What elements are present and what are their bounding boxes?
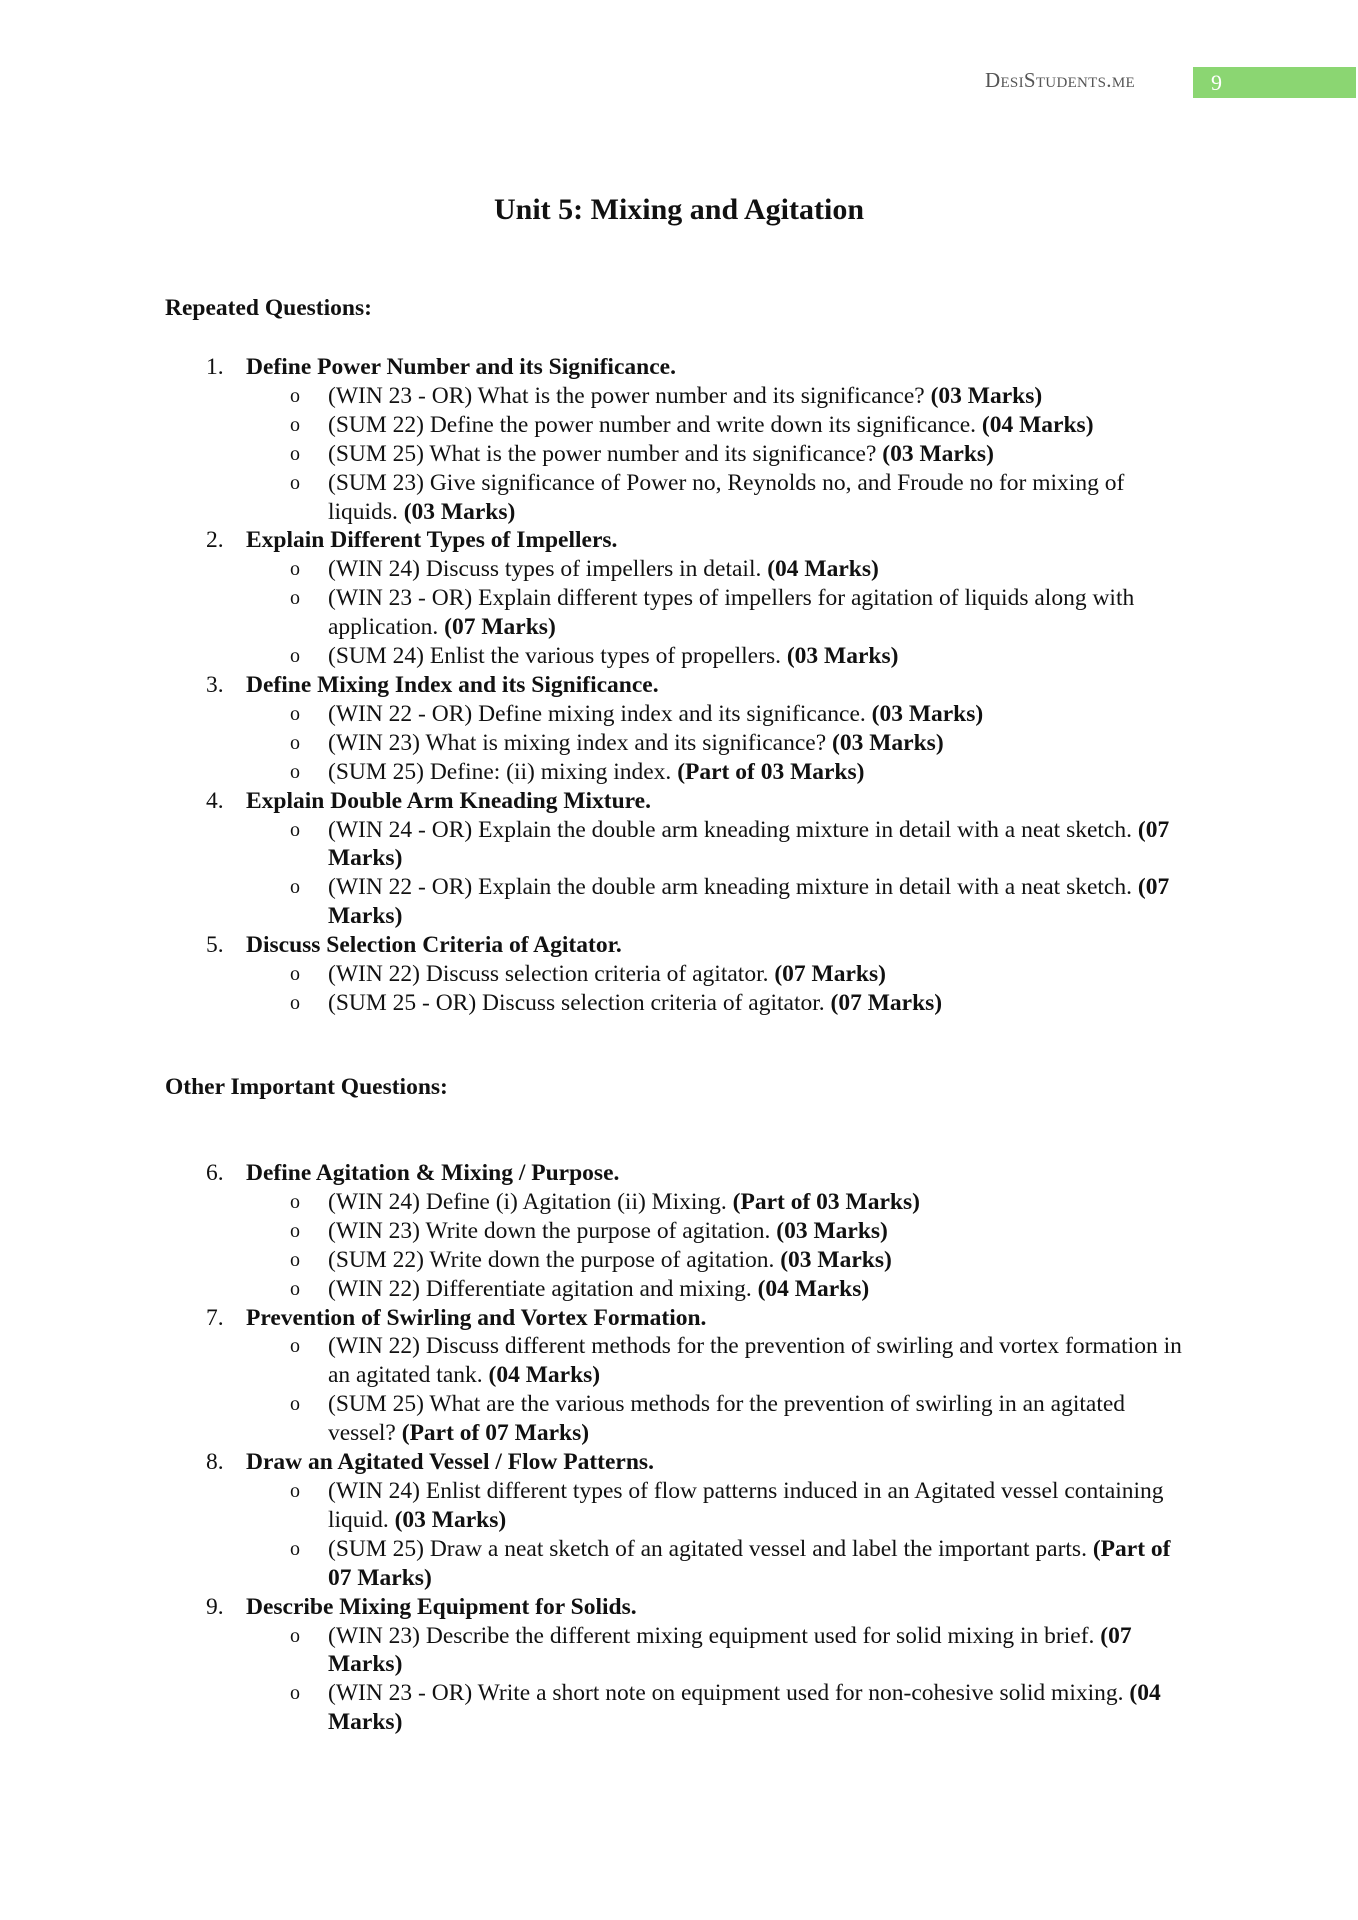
- marks-label: (Part of 03 Marks): [732, 1188, 920, 1215]
- sub-question: [290, 440, 1193, 469]
- page-title: Unit 5: Mixing and Agitation: [493, 193, 865, 226]
- sub-question-text: (SUM 25) What are the various methods for the prevention of swirling in an agitated vessel?: [328, 1391, 1126, 1447]
- bullet-icon: o: [290, 1479, 300, 1502]
- sub-question-text: (WIN 23 - OR) What is the power number and its significance?: [328, 382, 931, 409]
- sub-question-text: (SUM 24) Enlist the various types of propellers.: [328, 643, 787, 670]
- question-item: [206, 671, 1196, 787]
- marks-label: (03 Marks): [394, 1506, 507, 1533]
- marks-label: (03 Marks): [882, 440, 994, 467]
- sub-question-text: (WIN 23) Write down the purpose of agitation.: [328, 1217, 777, 1244]
- sub-question-text: (WIN 22) Discuss different methods for the prevention of swirling and vortex formation in an agitated tank.: [328, 1333, 1182, 1389]
- bullet-icon: o: [290, 558, 300, 581]
- marks-label: (04 Marks): [767, 556, 879, 583]
- question-item: [206, 787, 1196, 932]
- site-name: DesiStudents.me: [985, 68, 1135, 92]
- marks-label: (04 Marks): [488, 1362, 601, 1389]
- sub-question: [290, 1679, 1193, 1737]
- marks-label: (04 Marks): [328, 1680, 1161, 1736]
- bullet-icon: o: [290, 471, 300, 494]
- sub-question-text: (SUM 25) What is the power number and its significance?: [328, 440, 883, 467]
- sub-question: [290, 1332, 1193, 1390]
- question-list-other: [206, 1159, 1196, 1737]
- sub-question: [290, 555, 1193, 584]
- sub-question-text: (SUM 25) Define: (ii) mixing index.: [328, 758, 678, 785]
- sub-question: [290, 960, 1193, 989]
- bullet-icon: o: [290, 1335, 300, 1358]
- marks-label: (03 Marks): [780, 1246, 892, 1273]
- bullet-icon: o: [290, 1682, 300, 1705]
- marks-label: (07 Marks): [328, 874, 1170, 930]
- sub-question: [290, 584, 1193, 642]
- sub-question-text: (SUM 25 - OR) Discuss selection criteria of agitator.: [328, 989, 831, 1016]
- bullet-icon: o: [290, 1624, 300, 1647]
- sub-question: [290, 1622, 1193, 1680]
- question-number: 4.: [206, 787, 224, 814]
- marks-label: (03 Marks): [832, 729, 944, 756]
- sub-question: [290, 411, 1193, 440]
- sub-question: [290, 642, 1193, 671]
- sub-question-text: (SUM 25) Draw a neat sketch of an agitated vessel and label the important parts.: [328, 1535, 1093, 1562]
- sub-question-text: (WIN 22 - OR) Explain the double arm kneading mixture in detail with a neat sketch.: [328, 874, 1138, 901]
- sub-question: [290, 1390, 1193, 1448]
- question-title: Prevention of Swirling and Vortex Formation.: [246, 1304, 707, 1331]
- question-number: 1.: [206, 354, 224, 380]
- marks-label: (04 Marks): [981, 411, 1094, 438]
- question-title: Draw an Agitated Vessel / Flow Patterns.: [246, 1449, 654, 1476]
- marks-label: (Part of 03 Marks): [677, 758, 865, 785]
- question-item: [206, 1448, 1196, 1593]
- marks-label: (Part of 07 Marks): [328, 1535, 1171, 1591]
- question-item: [206, 353, 1196, 526]
- sub-question-text: (WIN 24) Enlist different types of flow patterns induced in an Agitated vessel containing liquid.: [328, 1477, 1164, 1533]
- sub-question: [290, 1477, 1193, 1535]
- sub-question-text: (WIN 24) Define (i) Agitation (ii) Mixing.: [328, 1188, 733, 1215]
- sub-question: [290, 1535, 1193, 1593]
- question-number: 2.: [206, 527, 224, 554]
- marks-label: (03 Marks): [786, 643, 899, 670]
- bullet-icon: o: [290, 1248, 300, 1271]
- bullet-icon: o: [290, 1393, 300, 1416]
- question-item: [206, 1593, 1196, 1738]
- marks-label: (03 Marks): [871, 700, 984, 727]
- sub-question: [290, 758, 1193, 787]
- bullet-icon: o: [290, 818, 300, 841]
- sub-question: [290, 1217, 1193, 1246]
- marks-label: (03 Marks): [403, 498, 516, 525]
- question-item: [206, 931, 1196, 1018]
- sub-question: [290, 382, 1193, 411]
- bullet-icon: o: [290, 702, 300, 725]
- question-number: 3.: [206, 671, 224, 698]
- sub-question: [290, 700, 1193, 729]
- sub-question-text: (SUM 22) Define the power number and write down its significance.: [328, 411, 982, 438]
- marks-label: (07 Marks): [830, 989, 943, 1016]
- sub-question-text: (WIN 23 - OR) Explain different types of impellers for agitation of liquids along with application.: [328, 585, 1135, 641]
- sub-question-text: (SUM 23) Give significance of Power no, Reynolds no, and Froude no for mixing of liquids.: [328, 469, 1125, 525]
- question-number: 5.: [206, 932, 224, 959]
- bullet-icon: o: [290, 413, 300, 436]
- question-title: Define Power Number and its Significance.: [246, 354, 676, 380]
- sub-question-text: (WIN 23) Describe the different mixing equipment used for solid mixing in brief.: [328, 1622, 1101, 1649]
- question-list-repeated: [206, 353, 1196, 1018]
- bullet-icon: o: [290, 442, 300, 465]
- sub-question: [290, 729, 1193, 758]
- marks-label: (Part of 07 Marks): [401, 1420, 590, 1447]
- marks-label: (07 Marks): [328, 816, 1170, 872]
- question-item: [206, 1304, 1196, 1449]
- sub-question-text: (WIN 23 - OR) Write a short note on equipment used for non-cohesive solid mixing.: [328, 1680, 1130, 1707]
- question-title: Define Mixing Index and its Significance.: [246, 671, 659, 698]
- sub-question-text: (WIN 23) What is mixing index and its significance?: [328, 729, 833, 756]
- bullet-icon: o: [290, 645, 300, 668]
- bullet-icon: o: [290, 991, 300, 1014]
- question-number: 9.: [206, 1593, 224, 1620]
- bullet-icon: o: [290, 760, 300, 783]
- marks-label: (03 Marks): [930, 382, 1043, 409]
- marks-label: (07 Marks): [774, 961, 886, 988]
- section-heading-repeated: Repeated Questions:: [165, 295, 372, 321]
- page-number: 9: [1193, 67, 1356, 98]
- bullet-icon: o: [290, 587, 300, 610]
- question-title: Explain Double Arm Kneading Mixture.: [246, 787, 651, 814]
- sub-question-text: (WIN 24) Discuss types of impellers in detail.: [328, 556, 768, 583]
- section-heading-other: Other Important Questions:: [165, 1074, 448, 1100]
- question-item: [206, 526, 1196, 671]
- sub-question: [290, 1246, 1193, 1275]
- question-title: Describe Mixing Equipment for Solids.: [246, 1593, 637, 1620]
- sub-question: [290, 1188, 1193, 1217]
- question-item: [206, 1159, 1196, 1304]
- bullet-icon: o: [290, 1219, 300, 1242]
- sub-question-text: (WIN 22) Differentiate agitation and mixing.: [328, 1275, 758, 1302]
- marks-label: (03 Marks): [776, 1217, 888, 1244]
- marks-label: (07 Marks): [444, 614, 556, 641]
- bullet-icon: o: [290, 384, 300, 407]
- marks-label: (04 Marks): [757, 1275, 870, 1302]
- question-number: 7.: [206, 1304, 224, 1331]
- question-title: Explain Different Types of Impellers.: [246, 527, 618, 554]
- question-number: 6.: [206, 1160, 224, 1186]
- sub-question: [290, 989, 1193, 1018]
- sub-question-text: (WIN 22 - OR) Define mixing index and its significance.: [328, 700, 872, 727]
- sub-question-text: (WIN 24 - OR) Explain the double arm kneading mixture in detail with a neat sketch.: [328, 816, 1138, 843]
- sub-question: [290, 816, 1193, 874]
- bullet-icon: o: [290, 876, 300, 899]
- question-title: Discuss Selection Criteria of Agitator.: [246, 932, 622, 959]
- sub-question: [290, 469, 1193, 527]
- sub-question-text: (SUM 22) Write down the purpose of agitation.: [328, 1246, 781, 1273]
- sub-question-text: (WIN 22) Discuss selection criteria of agitator.: [328, 961, 775, 988]
- bullet-icon: o: [290, 731, 300, 754]
- question-title: Define Agitation & Mixing / Purpose.: [246, 1160, 620, 1186]
- question-number: 8.: [206, 1449, 224, 1476]
- bullet-icon: o: [290, 963, 300, 986]
- bullet-icon: o: [290, 1190, 300, 1213]
- sub-question: [290, 1275, 1193, 1304]
- marks-label: (07 Marks): [328, 1622, 1132, 1678]
- bullet-icon: o: [290, 1277, 300, 1300]
- sub-question: [290, 873, 1193, 931]
- bullet-icon: o: [290, 1537, 300, 1560]
